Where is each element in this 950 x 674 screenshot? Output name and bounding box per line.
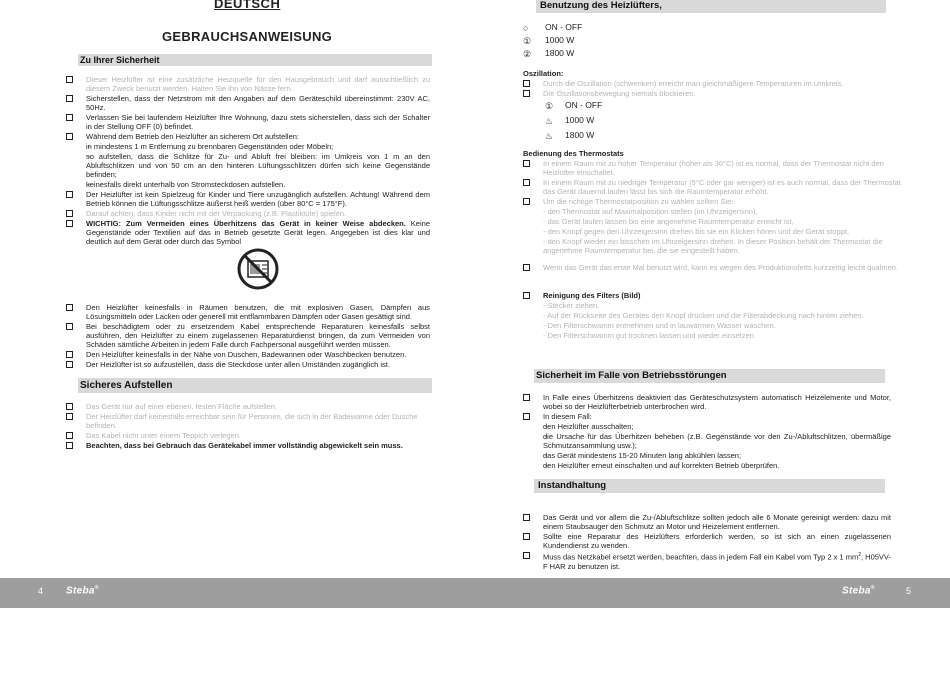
list-item: In diesem Fall:: [523, 412, 891, 421]
sub-item: - den Heizlüfter erneut einschalten und auf korrekten Betrieb überprüfen.: [523, 461, 891, 470]
list-item: Um die richtige Thermostatposition zu wählen sollten Sie:: [523, 197, 905, 206]
list-item: Während dem Betrieb den Heizlüfter an sicherem Ort aufstellen:: [66, 132, 430, 141]
page-number-right: 5: [906, 586, 912, 596]
steba-logo-left: Steba®: [66, 585, 99, 597]
oscillation-title: Oszillation:: [523, 69, 564, 78]
section-heading-setup: Sicheres Aufstellen: [78, 378, 432, 393]
steba-logo-right: Steba®: [842, 585, 875, 597]
list-item: In einem Raum mit zu niedriger Temperatur (5°C oder gar weniger) ist es auch normal, dass der Thermostat das Gerät dauernd laufen lässt bis sich die Raumtemperatur erhöht.: [523, 178, 905, 196]
checkbox-icon: [523, 198, 530, 205]
checkbox-icon: [523, 264, 530, 271]
oscillation-1800w-icon: ♨: [545, 131, 554, 141]
checkbox-icon: [523, 533, 530, 540]
checkbox-icon: [66, 361, 73, 368]
section-heading-maintenance: Instandhaltung: [534, 479, 885, 493]
checkbox-icon: [66, 191, 73, 198]
checkbox-icon: [523, 514, 530, 521]
sub-item: - Den Filterschwamm gut trocknen lassen und wieder einsetzen.: [543, 331, 757, 340]
list-item: In Falle eines Überhitzens deaktiviert das Geräteschutzsystem automatisch Heizelemente und Motor, wobei so der Heizlüfterbetrieb unterbrochen wird.: [523, 393, 891, 411]
list-item: Darauf achten, dass Kinder nicht mit der Verpackung (z.B. Plastiktüte) spielen.: [66, 209, 430, 218]
thermostat-title: Bedienung des Thermostats: [523, 149, 624, 158]
checkbox-icon: [523, 179, 530, 186]
list-item: Das Gerät und vor allem die Zu-/Abluftschlitze sollten jedoch alle 6 Monate gereinigt werden: dazu mit einem Staubsauger den Schmutz an Motor und Heizelement entfernen.: [523, 513, 891, 531]
list-item: Das Kabel nicht unter einem Teppich verlegen.: [66, 431, 430, 440]
list-item: Dieser Heizlüfter ist eine zusätzliche Heizquelle für den Hausgebrauch und darf ausschließlich zu diesem Zweck benutzt werden. Halten Sie ihn von Nässe fern.: [66, 75, 430, 93]
list-item: Die Oszillationsbewegung niemals blockieren.: [523, 89, 903, 98]
oscillation-1000w-icon: ♨: [545, 116, 554, 126]
list-item: Den Heizlüfter keinesfalls in der Nähe von Duschen, Badewannen oder Waschbecken benutzen.: [66, 350, 430, 359]
right-page: Benutzung des Heizlüfters, ○ ON - OFF ① 1000 W ② 1800 W Oszillation: Durch die Oszillation (schwenken) erreicht man gleichmäßigere Temperaturen im Umkreis. Die Oszillationsbewegung niemals blockieren. ① ON - OFF ♨ 1000 W ♨ 1800 W Bedienung des Thermostats In einem Raum mit zu hoher Temperatur (höher als 30°C) ist es normal, dass der Thermostat nicht den Heizlüfter einschaltet. In einem Raum mit zu niedriger Temperatur (5°C oder gar weniger) ist es auch normal, dass der Thermostat das Gerät dauernd laufen lässt bis sich die Raumtemperatur erhöht. Um die richtige Thermostatposition zu wählen sollten Sie: - den Thermostat auf Maximalposition stellen (im Uhrzeigersinn), - das Gerät laufen lassen bis eine angenehme Raumtemperatur erreicht ist, - den Knopf gegen den Uhrzeigersinn drehen bis sie ein Klicken hören und der Gerät stoppt, - den Knopf wieder ein bisschen im Uhrzeigersinn drehen. In dieser Position behält der Thermostat die angenehme Raumtemperatur bei, die sie eingestellt haben. Wenn das Gerät das erste Mal benutzt wird, kann es wegen des Produktionsfetts kurzzeitig leicht qualmen. Reinigung des Filters (Bild) - Stecker ziehen. - Auf der Rückseite des Gerätes den Knopf drücken und die Filterabdeckung nach hinten ziehen. - Den Filterschwamm entnehmen und in lauwarmen Wasser waschen. - Den Filterschwamm gut trocknen lassen und wieder einsetzen. Sicherheit im Falle von Betriebsstörungen In Falle eines Überhitzens deaktiviert das Geräteschutzsystem automatisch Heizelemente und Motor, wobei so der Heizlüfterbetrieb unterbrochen wird. In diesem Fall: - den Heizlüfter ausschalten; - die Ursache für das Überhitzen beheben (z.B. Gegenstände vor den Zu-/Abluftschlitzen, übermäßige Schmutzansammlung usw.); - das Gerät mindestens 15-20 Minuten lang abkühlen lassen; - den Heizlüfter erneut einschalten und auf korrekten Betrieb überprüfen. Instandhaltung Das Gerät und vor allem die Zu-/Abluftschlitze sollten jedoch alle 6 Monate gereinigt werden: dazu mit einem Staubsauger den Schmutz an Motor und Heizelement entfernen. Sollte eine Reparatur des Heizlüfters erforderlich werden, so ist sich an einen zugelassenen Kundendienst zu wenden. Muss das Netzkabel ersetzt werden, beachten, dass in jedem Fall ein Kabel vom Typ 2 x 1 $mm^2$, H05VV-F HAR zu benutzen ist.: [475, 0, 950, 578]
sub-item: - so aufstellen, dass die Schlitze für Zu- und Abluft frei bleiben: im Umkreis von 1 m an den Abluftschlitzen und von 50 cm an den hinteren Lüftungsschlitzen dürfen sich keine Gegenstände befinden;: [66, 152, 430, 179]
checkbox-icon: [523, 394, 530, 401]
checkbox-icon: [66, 210, 73, 217]
checkbox-icon: [523, 413, 530, 420]
checkbox-icon: [66, 95, 73, 102]
list-item: Durch die Oszillation (schwenken) erreicht man gleichmäßigere Temperaturen im Umkreis.: [523, 79, 903, 88]
sub-item: - den Knopf gegen den Uhrzeigersinn drehen bis sie ein Klicken hören und der Gerät stoppt,: [543, 227, 850, 236]
sub-item: - Den Filterschwamm entnehmen und in lauwarmen Wasser waschen.: [543, 321, 776, 330]
oscillation-switch-icon: ①: [545, 101, 554, 111]
level-1-icon: ①: [523, 36, 532, 46]
list-item: Der Heizlüfter ist so aufzustellen, dass die Steckdose unter allen Umständen zugänglich ist.: [66, 360, 430, 369]
section-heading-safety: Zu Ihrer Sicherheit: [78, 54, 432, 66]
checkbox-icon: [66, 220, 73, 227]
list-item: Den Heizlüfter keinesfalls in Räumen benutzen, die mit explosiven Gasen, Dämpfen aus Lösungsmitteln oder Lacken oder generell mit entflammbaren Dämpfen oder Gasen gesättigt sind.: [66, 303, 430, 321]
checkbox-icon: [523, 80, 530, 87]
list-item: Bei beschädigtem oder zu ersetzendem Kabel entsprechende Reparaturen keinesfalls selbst ausführen, den Heizlüfter zu einem zugelassenen Reparaturdienst bringen, da zum Vermeiden von Schäden sämtliche Arbeiten in jedem Falle durch Fachpersonal ausgeführt werden müssen.: [66, 322, 430, 349]
malfunction-list: [523, 393, 891, 471]
safety-list: [66, 75, 430, 247]
footer-band: [0, 578, 950, 608]
checkbox-icon: [523, 292, 530, 299]
sub-item: - das Gerät laufen lassen bis eine angenehme Raumtemperatur erreicht ist,: [543, 217, 794, 226]
list-item: Wenn das Gerät das erste Mal benutzt wird, kann es wegen des Produktionsfetts kurzzeitig leicht qualmen.: [523, 263, 905, 272]
sub-item: - Auf der Rückseite des Gerätes den Knopf drücken und die Filterabdeckung nach hinten ziehen.: [543, 311, 864, 320]
checkbox-icon: [66, 323, 73, 330]
warning-text: Keine Gegenstände oder Textilien auf das in Betrieb gesetzte Gerät legen. Angegeben ist dies klar und deutlich auf dem Gerät oder durch das Symbol: [86, 219, 430, 246]
switch-off-icon: ○: [523, 23, 529, 33]
sub-item: - keinesfalls direkt unterhalb von Stromsteckdosen aufstellen.: [66, 180, 430, 189]
sub-item: - die Ursache für das Überhitzen beheben (z.B. Gegenstände vor den Zu-/Abluftschlitzen, übermäßige Schmutzansammlung usw.);: [523, 432, 891, 450]
level-2-icon: ②: [523, 49, 532, 59]
first-use-note: [523, 263, 905, 273]
filter-title: Reinigung des Filters (Bild): [523, 291, 905, 300]
checkbox-icon: [523, 90, 530, 97]
checkbox-icon: [66, 114, 73, 121]
section-heading-malfunction: Sicherheit im Falle von Betriebsstörungen: [534, 369, 885, 383]
page-number-left: 4: [38, 586, 44, 596]
language-heading: DEUTSCH: [214, 0, 281, 11]
checkbox-icon: [66, 442, 73, 449]
checkbox-icon: [66, 351, 73, 358]
list-item: Der Heizlüfter darf keinesfalls erreichbar sein für Personen, die sich in der Badewanne oder Dusche befinden.: [66, 412, 430, 430]
checkbox-icon: [523, 552, 530, 559]
checkbox-icon: [66, 403, 73, 410]
sub-item: - das Gerät mindestens 15-20 Minuten lang abkühlen lassen;: [523, 451, 891, 460]
setup-list: [66, 402, 430, 451]
list-item: [66, 219, 430, 246]
sub-item: - Stecker ziehen.: [543, 301, 600, 310]
list-item: In einem Raum mit zu hoher Temperatur (höher als 30°C) ist es normal, dass der Thermostat nicht den Heizlüfter einschaltet.: [523, 159, 905, 177]
list-item: Sicherstellen, dass der Netzstrom mit den Angaben auf dem Geräteschild übereinstimmt: 230V AC, 50Hz.: [66, 94, 430, 112]
filter-section: [523, 291, 905, 341]
warning-bold: WICHTIG: Zum Vermeiden eines Überhitzens das Gerät in keiner Weise abdecken.: [86, 219, 406, 228]
list-item: Muss das Netzkabel ersetzt werden, beachten, dass in jedem Fall ein Kabel vom Typ 2 x 1 $mm^2$, H05VV-F HAR zu benutzen ist.: [523, 551, 891, 571]
safety-list-2: [66, 303, 430, 370]
list-item: Beachten, dass bei Gebrauch das Gerätekabel immer vollständig abgewickelt sein muss.: [66, 441, 430, 450]
list-item: Sollte eine Reparatur des Heizlüfters erforderlich werden, so ist sich an einen zugelassenen Kundendienst zu wenden.: [523, 532, 891, 550]
maintenance-list: [523, 513, 891, 572]
sub-item: - den Heizlüfter ausschalten;: [523, 422, 891, 431]
list-item: Der Heizlüfter ist kein Spielzeug für Kinder und Tiere unzugänglich aufstellen. Achtung! Während dem Betrieb können die Lüftungsschlitze äußerst heiß werden (über 80°C = 175°F).: [66, 190, 430, 208]
oscillation-list: [523, 79, 903, 99]
section-heading-usage: Benutzung des Heizlüfters,: [536, 0, 886, 13]
thermostat-list: [523, 159, 905, 256]
sub-item: - den Knopf wieder ein bisschen im Uhrzeigersinn drehen. In dieser Position behält der Thermostat die angenehme Raumtemperatur bei, die sie eingestellt haben.: [543, 237, 883, 255]
checkbox-icon: [66, 304, 73, 311]
document-title: GEBRAUCHSANWEISUNG: [162, 29, 333, 44]
sub-item: - den Thermostat auf Maximalposition stellen (im Uhrzeigersinn),: [543, 207, 758, 216]
list-item: Das Gerät nur auf einer ebenen, festen Fläche aufstellen.: [66, 402, 430, 411]
checkbox-icon: [66, 432, 73, 439]
checkbox-icon: [523, 160, 530, 167]
list-item: Verlassen Sie bei laufendem Heizlüfter Ihre Wohnung, dazu stets sicherstellen, dass sich der Schalter in der Stellung OFF (0) befindet.: [66, 113, 430, 131]
sub-item: - in mindestens 1 m Entfernung zu brennbaren Gegenständen oder Möbeln;: [66, 142, 430, 151]
left-page: [0, 0, 475, 578]
checkbox-icon: [66, 76, 73, 83]
checkbox-icon: [66, 413, 73, 420]
do-not-cover-icon: [236, 247, 280, 291]
checkbox-icon: [66, 133, 73, 140]
